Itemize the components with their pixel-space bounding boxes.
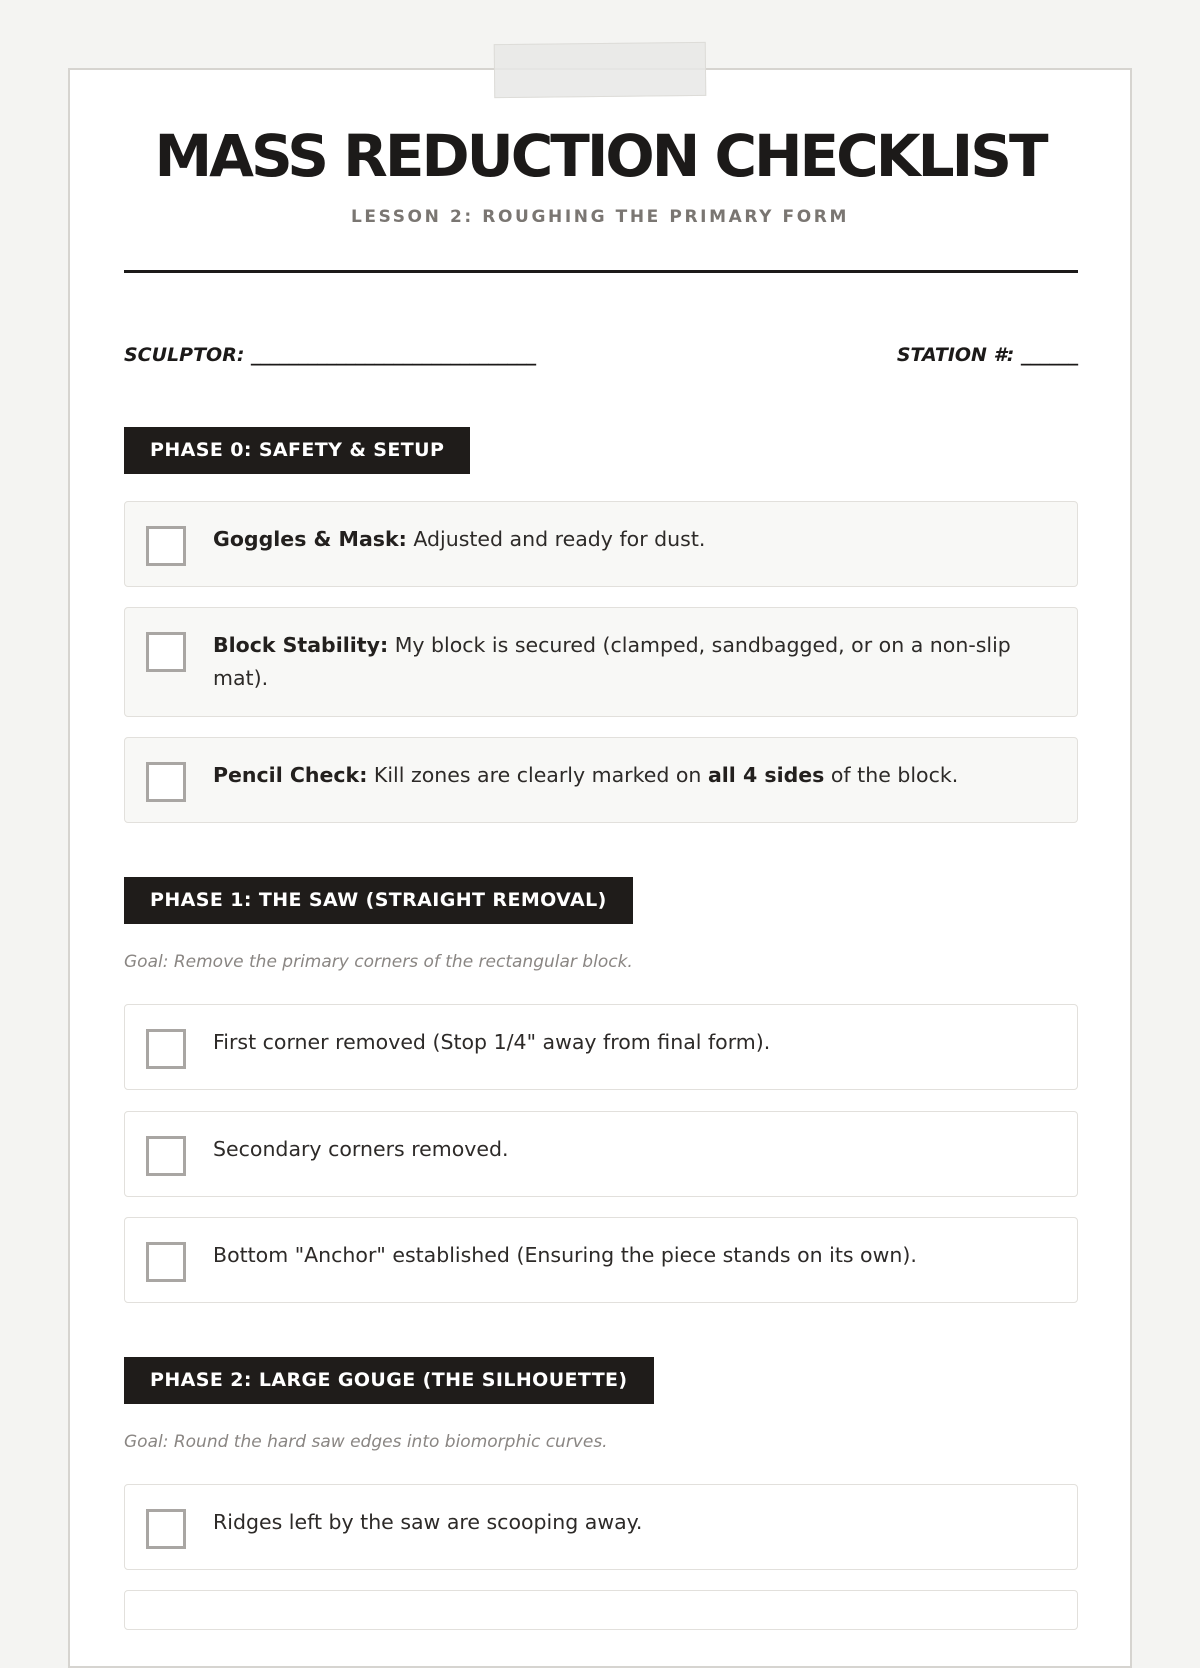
checklist-item <box>124 501 1078 587</box>
page-title: MASS REDUCTION CHECKLIST <box>154 122 1046 190</box>
checkbox[interactable] <box>146 762 186 802</box>
worksheet-page <box>68 68 1132 1668</box>
checklist-item <box>124 1111 1078 1197</box>
item-description: My block is secured (clamped, sandbagged, or on a non-slip mat). <box>213 633 1011 690</box>
sculptor-field[interactable]: SCULPTOR: ______________________________ <box>124 344 537 366</box>
phase-0-header: PHASE 0: SAFETY & SETUP <box>124 427 470 474</box>
checkbox[interactable] <box>146 526 186 566</box>
checkbox[interactable] <box>146 632 186 672</box>
item-description: of the block. <box>824 763 959 787</box>
checkbox[interactable] <box>146 1242 186 1282</box>
checklist-item <box>124 737 1078 823</box>
item-description: Ridges left by the saw are scooping away. <box>213 1510 643 1534</box>
info-fields <box>124 344 1078 372</box>
item-text <box>213 523 1037 556</box>
checklist-item <box>124 1484 1078 1570</box>
checkbox[interactable] <box>146 1029 186 1069</box>
item-text <box>213 759 1037 792</box>
checklist-item <box>124 1004 1078 1090</box>
checklist-item <box>124 1217 1078 1303</box>
checklist-item <box>124 607 1078 717</box>
phase-1-header: PHASE 1: THE SAW (STRAIGHT REMOVAL) <box>124 877 633 924</box>
checklist-item <box>124 1590 1078 1630</box>
page-subtitle: LESSON 2: ROUGHING THE PRIMARY FORM <box>350 207 850 227</box>
checkbox[interactable] <box>146 1136 186 1176</box>
phase-2-header: PHASE 2: LARGE GOUGE (THE SILHOUETTE) <box>124 1357 654 1404</box>
item-emphasis: all 4 sides <box>707 763 825 787</box>
item-label: Block Stability: <box>213 633 389 657</box>
phase-1-goal: Goal: Remove the primary corners of the rectangular block. <box>124 952 633 972</box>
item-description: First corner removed (Stop 1/4" away from final form). <box>213 1030 771 1054</box>
item-label: Goggles & Mask: <box>213 527 407 551</box>
checkbox[interactable] <box>146 1509 186 1549</box>
item-description: Adjusted and ready for dust. <box>406 527 706 551</box>
item-text <box>213 629 1037 695</box>
title-divider <box>124 270 1078 273</box>
item-label: Pencil Check: <box>213 763 368 787</box>
phase-2-goal: Goal: Round the hard saw edges into biomorphic curves. <box>124 1432 608 1452</box>
item-description: Bottom "Anchor" established (Ensuring the piece stands on its own). <box>213 1243 917 1267</box>
station-field[interactable]: STATION #: ______ <box>896 344 1078 366</box>
tape-strip <box>494 42 707 98</box>
item-description: Kill zones are clearly marked on <box>367 763 708 787</box>
item-description: Secondary corners removed. <box>213 1137 509 1161</box>
